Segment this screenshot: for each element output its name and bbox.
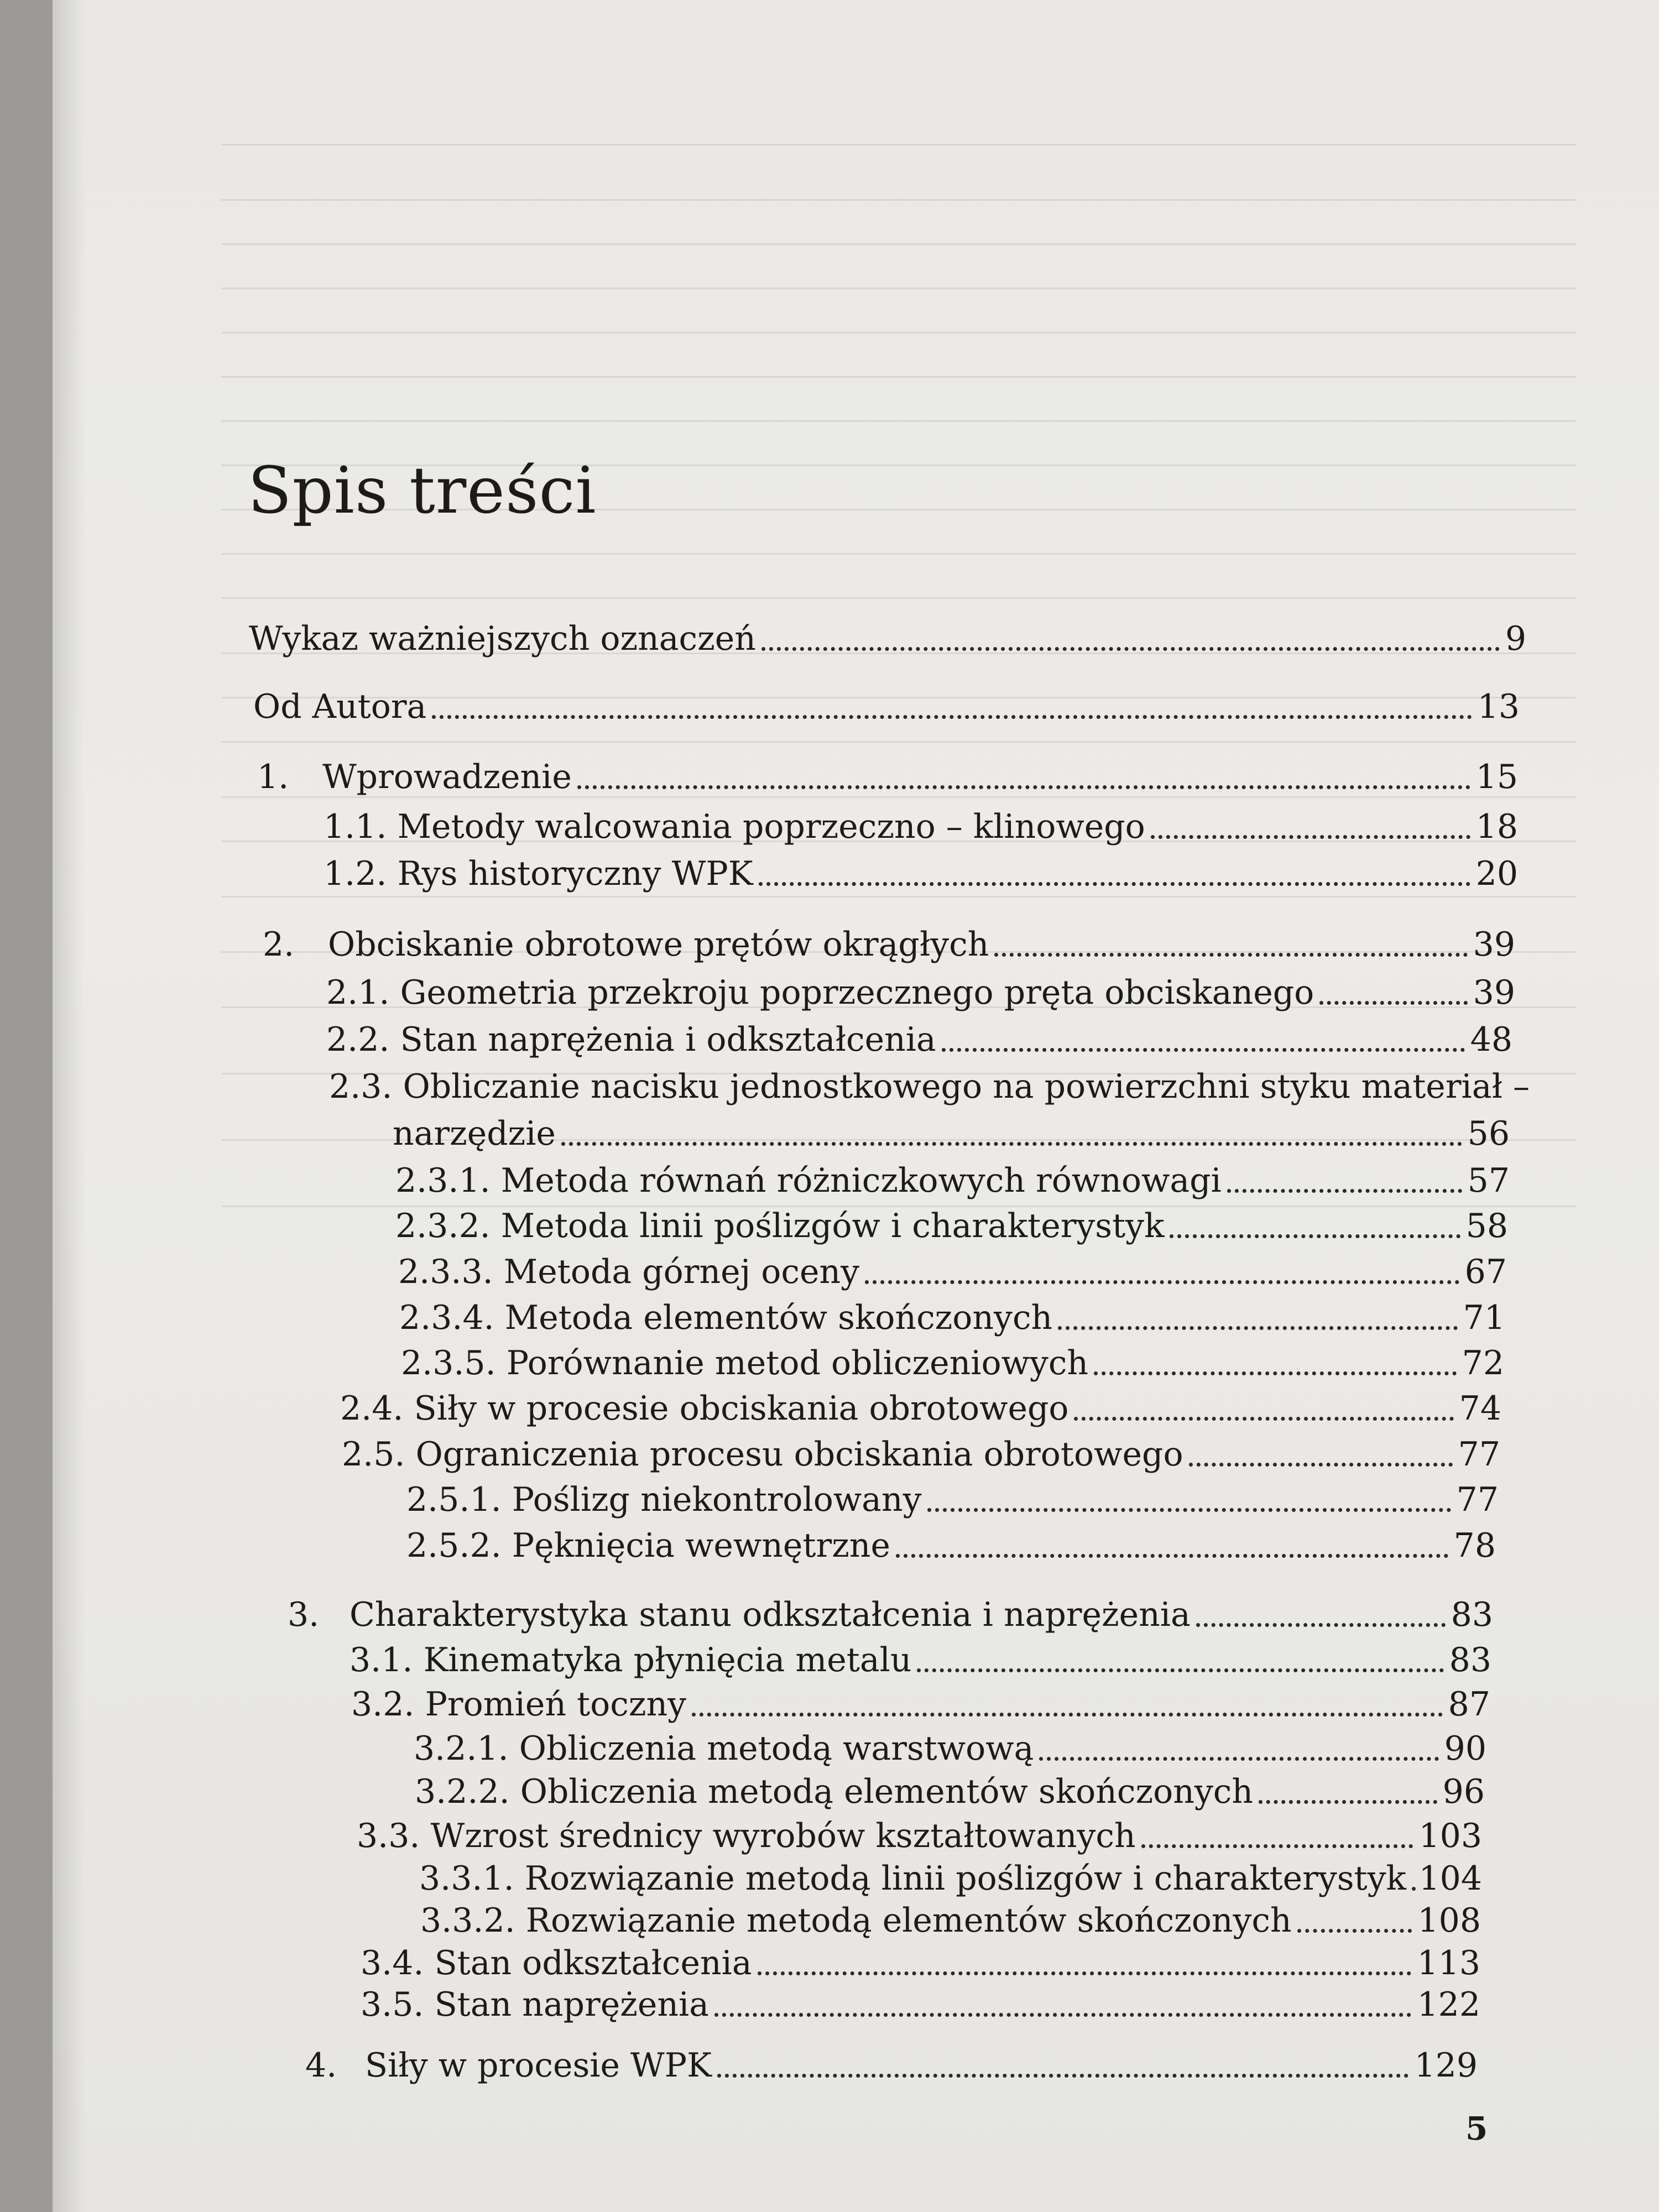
dot-leader	[1094, 1371, 1457, 1375]
toc-entry-title: 1.2. Rys historyczny WPK	[324, 854, 753, 893]
toc-entry	[393, 1112, 1510, 1156]
chapter-number: 4.	[305, 2046, 337, 2085]
toc-page-number: 77	[1456, 1480, 1499, 1519]
toc-entry	[257, 755, 1518, 799]
toc-entry-title: 2.3.5. Porównanie metod obliczeniowych	[401, 1344, 1089, 1383]
toc-entry-title: 3.2.2. Obliczenia metodą elementów skończonych	[415, 1772, 1254, 1811]
toc-entry	[305, 2043, 1478, 2088]
page-number: 5	[1465, 2110, 1488, 2147]
toc-entry-title: 3.5. Stan naprężenia	[361, 1985, 709, 2024]
toc-entry-title: 2.5. Ograniczenia procesu obciskania obrotowego	[342, 1435, 1183, 1474]
chapter-number: 3.	[288, 1595, 320, 1634]
toc-page-number: 78	[1453, 1526, 1496, 1565]
page-title: Spis treści	[248, 453, 597, 528]
toc-page-number: 77	[1458, 1435, 1500, 1474]
toc-entry	[395, 1159, 1510, 1203]
dot-leader	[1297, 1929, 1412, 1933]
dot-leader	[1170, 1234, 1460, 1238]
dot-leader	[1189, 1463, 1453, 1467]
dot-leader	[561, 1142, 1462, 1146]
toc-page-number: 71	[1463, 1298, 1505, 1337]
toc-page-number: 9	[1505, 619, 1526, 658]
toc-entry	[398, 1250, 1507, 1294]
toc-page-number: 15	[1475, 758, 1518, 796]
toc-entry-title: 2.3.1. Metoda równań różniczkowych równowagi	[395, 1161, 1222, 1200]
toc-entry	[288, 1593, 1493, 1637]
toc-entry-title: 2.3.3. Metoda górnej oceny	[398, 1253, 860, 1291]
toc-entry	[349, 1638, 1491, 1682]
toc-entry	[361, 1983, 1480, 2027]
toc-entry-title: 2.1. Geometria przekroju poprzecznego pręta obciskanego	[326, 973, 1314, 1012]
chapter-number: 1.	[257, 758, 289, 796]
toc-page-number: 20	[1475, 854, 1518, 893]
toc-entry-title: 3.2.1. Obliczenia metodą warstwową	[414, 1729, 1034, 1768]
toc-entry-title: 3.2. Promień toczny	[351, 1685, 687, 1724]
toc-page-number: 72	[1462, 1344, 1504, 1383]
dot-leader	[1039, 1757, 1438, 1761]
toc-page-number: 48	[1470, 1020, 1512, 1059]
dot-leader	[717, 2074, 1409, 2078]
toc-entry	[249, 617, 1526, 661]
dot-leader	[432, 715, 1472, 719]
toc-page-number: 13	[1477, 687, 1520, 726]
toc-entry-title: 1.1. Metody walcowania poprzeczno – klinowego	[324, 807, 1145, 846]
dot-leader	[1319, 1001, 1467, 1005]
dot-leader	[927, 1508, 1451, 1512]
toc-entry-title: 3.1. Kinematyka płynięcia metalu	[349, 1641, 912, 1679]
toc-page-number: 83	[1449, 1641, 1491, 1679]
dot-leader	[692, 1713, 1443, 1717]
chapter-number: 2.	[263, 925, 295, 964]
toc-entry	[395, 1204, 1508, 1248]
toc-page-number: 74	[1459, 1389, 1501, 1428]
toc-entry-title: 2.2. Stan naprężenia i odkształcenia	[326, 1020, 936, 1059]
toc-page-number: 122	[1417, 1985, 1480, 2024]
toc-entry-title: Wykaz ważniejszych oznaczeń	[249, 619, 756, 658]
toc-entry-title: 3.4. Stan odkształcenia	[361, 1944, 752, 1983]
toc-entry-title: 3.3. Wzrost średnicy wyrobów kształtowanych	[357, 1817, 1136, 1855]
toc-entry-title: 2.3.2. Metoda linii poślizgów i charakterystyk	[395, 1207, 1165, 1245]
toc-page-number: 104	[1418, 1859, 1482, 1898]
dot-leader	[714, 2013, 1411, 2017]
dot-leader	[917, 1668, 1443, 1672]
toc-page-number: 39	[1473, 973, 1515, 1012]
toc-entry	[406, 1478, 1499, 1522]
toc-entry-title: 2.4. Siły w procesie obciskania obrotowego	[340, 1389, 1069, 1428]
toc-entry-title: Charakterystyka stanu odkształcenia i naprężenia	[349, 1595, 1191, 1634]
toc-page-number: 87	[1448, 1685, 1490, 1724]
toc-entry	[326, 1018, 1512, 1062]
dot-leader	[758, 1971, 1412, 1975]
toc-entry	[324, 805, 1518, 849]
toc-entry-title: Obciskanie obrotowe prętów okrągłych	[328, 925, 989, 964]
toc-entry	[401, 1341, 1504, 1385]
toc-page-number: 58	[1465, 1207, 1508, 1245]
toc-entry-title: 2.3. Obliczanie nacisku jednostkowego na powierzchni styku materiał –	[329, 1067, 1530, 1106]
toc-entry-title: Siły w procesie WPK	[365, 2046, 712, 2085]
toc-page-number: 56	[1467, 1114, 1510, 1153]
toc-entry	[351, 1682, 1490, 1726]
toc-entry-title: narzędzie	[393, 1114, 556, 1153]
toc-entry	[326, 971, 1515, 1015]
toc-entry-title: Wprowadzenie	[322, 758, 572, 796]
toc-entry	[420, 1898, 1481, 1943]
toc-entry-title: 2.5.1. Poślizg niekontrolowany	[406, 1480, 922, 1519]
toc-entry	[340, 1386, 1501, 1431]
dot-leader	[577, 785, 1470, 789]
toc-page-number: 113	[1417, 1944, 1480, 1983]
dot-leader	[896, 1554, 1448, 1558]
toc-entry	[399, 1296, 1505, 1340]
dot-leader	[1058, 1326, 1457, 1330]
dot-leader	[865, 1280, 1459, 1284]
toc-entry	[253, 685, 1520, 729]
toc-entry-title: 3.3.2. Rozwiązanie metodą elementów skończonych	[420, 1901, 1292, 1940]
toc-entry	[342, 1432, 1500, 1477]
toc-page-number: 83	[1451, 1595, 1493, 1634]
dot-leader	[942, 1048, 1465, 1052]
dot-leader	[1196, 1623, 1446, 1627]
toc-entry	[324, 852, 1518, 896]
toc-entry	[406, 1524, 1496, 1568]
toc-entry-title: 3.3.1. Rozwiązanie metodą linii poślizgów i charakterystyk	[419, 1859, 1406, 1898]
toc-entry-title: 2.5.2. Pęknięcia wewnętrzne	[406, 1526, 890, 1565]
toc-page-number: 18	[1475, 807, 1518, 846]
toc-entry	[419, 1856, 1482, 1901]
toc-entry	[357, 1814, 1482, 1858]
dot-leader	[759, 882, 1470, 886]
dot-leader	[1412, 1887, 1413, 1891]
toc-entry	[414, 1726, 1486, 1771]
dot-leader	[1151, 835, 1470, 839]
dot-leader	[761, 647, 1500, 651]
dot-leader	[994, 953, 1467, 957]
toc-page-number: 129	[1414, 2046, 1478, 2085]
dot-leader	[1074, 1417, 1453, 1421]
toc-page-number: 67	[1464, 1253, 1507, 1291]
toc-page-number: 57	[1467, 1161, 1510, 1200]
toc-page-number: 96	[1442, 1772, 1485, 1811]
toc-page-number: 39	[1473, 925, 1515, 964]
toc-entry-title: Od Autora	[253, 687, 427, 726]
dot-leader	[1259, 1800, 1437, 1804]
dot-leader	[1141, 1844, 1413, 1848]
toc-page-number: 103	[1418, 1817, 1482, 1855]
toc-entry-title: 2.3.4. Metoda elementów skończonych	[399, 1298, 1053, 1337]
toc-page-number: 108	[1417, 1901, 1481, 1940]
dot-leader	[1227, 1189, 1462, 1193]
toc-entry	[415, 1770, 1485, 1814]
toc-entry	[361, 1941, 1480, 1985]
toc-entry	[263, 922, 1515, 967]
toc-page-number: 90	[1444, 1729, 1486, 1768]
